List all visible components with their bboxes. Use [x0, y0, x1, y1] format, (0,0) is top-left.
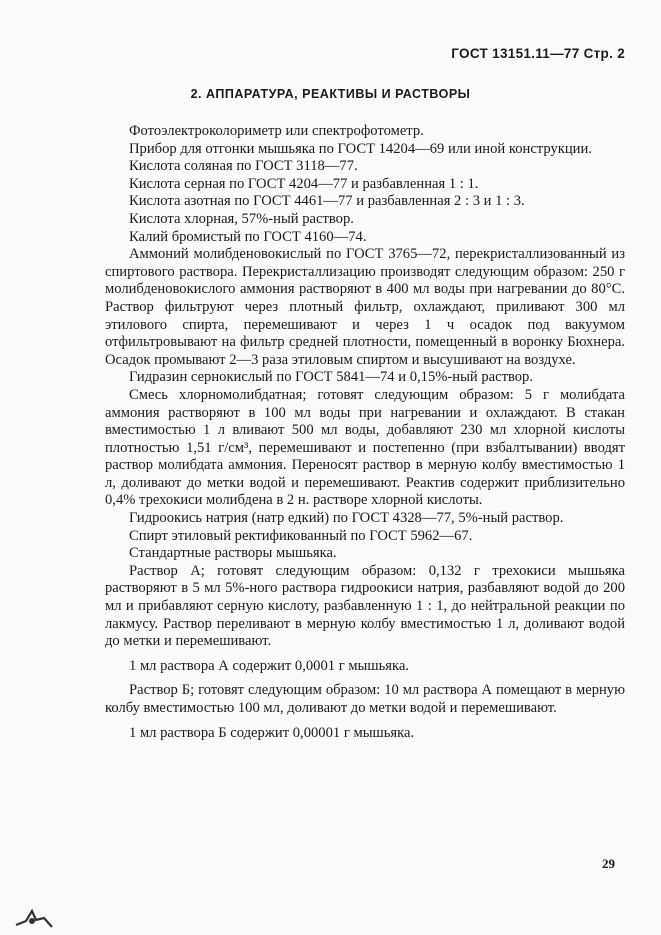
- paragraph: 1 мл раствора Б содержит 0,00001 г мышьяка.: [129, 724, 415, 741]
- page-number: 29: [602, 856, 615, 871]
- paragraph: Кислота хлорная, 57%-ный раствор.: [129, 210, 354, 227]
- body-text: [105, 123, 625, 742]
- paragraph: Аммоний молибденовокислый по ГОСТ 3765—72, перекристаллизованный из спиртового раствора. Перекристаллизацию производят следующим образом: 250 г молибденовокислого аммония растворяют в 400 мл воды при нагревании до 80°С. Раствор фильтруют через плотный фильтр, охлаждают, приливают 300 мл этилового спирта, перемешивают и через 1 ч осадок под вакуумом отфильтровывают на фильтр средней плотности, помещенный в воронку Бюхнера. Осадок промывают 2—3 раза этиловым спиртом и высушивают на воздухе.: [105, 246, 625, 368]
- ink-mark-icon: [14, 903, 54, 929]
- paragraph: Раствор Б; готовят следующим образом: 10 мл раствора А помещают в мерную колбу вместимостью 100 мл, доливают до метки водой и перемешивают.: [105, 682, 625, 716]
- page-header: ГОСТ 13151.11—77 Стр. 2: [451, 46, 625, 61]
- paragraph: Стандартные растворы мышьяка.: [129, 545, 337, 562]
- paragraph: 1 мл раствора А содержит 0,0001 г мышьяка.: [129, 657, 409, 674]
- paragraph: Спирт этиловый ректификованный по ГОСТ 5962—67.: [129, 527, 473, 544]
- paragraph: Смесь хлорномолибдатная; готовят следующим образом: 5 г молибдата аммония растворяют в 100 мл воды при нагревании и охлаждают. В стакан вместимостью 1 л вливают 500 мл воды, добавляют 230 мл хлорной кислоты плотностью 1,51 г/см³, перемешивают и постепенно (при взбалтывании) вводят раствор молибдата аммония. Переносят раствор в мерную колбу вместимостью 1 л, доливают до метки водой и перемешивают. Реактив содержит приблизительно 0,4% трехокиси молибдена в 2 н. растворе хлорной кислоты.: [105, 386, 625, 509]
- paragraph: Кислота соляная по ГОСТ 3118—77.: [129, 158, 358, 175]
- paragraph: Кислота азотная по ГОСТ 4461—77 и разбавленная 2 : 3 и 1 : 3.: [129, 193, 525, 210]
- paragraph: Калий бромистый по ГОСТ 4160—74.: [129, 228, 367, 245]
- section-title: 2. АППАРАТУРА, РЕАКТИВЫ И РАСТВОРЫ: [190, 87, 471, 101]
- paragraph: Гидразин сернокислый по ГОСТ 5841—74 и 0,15%-ный раствор.: [129, 369, 534, 386]
- paragraph: Фотоэлектроколориметр или спектрофотометр.: [129, 123, 424, 139]
- paragraph: Раствор А; готовят следующим образом: 0,132 г трехокиси мышьяка растворяют в 5 мл 5%-ного раствора гидроокиси натрия, разбавляют водой до 200 мл и прибавляют серную кислоту, разбавленную 1 : 1, до нейтральной реакции по лакмусу. Раствор переливают в мерную колбу вместимостью 1 л, доливают водой до метки и перемешивают.: [105, 562, 625, 650]
- paragraph: Гидроокись натрия (натр едкий) по ГОСТ 4328—77, 5%-ный раствор.: [129, 510, 564, 527]
- paragraph: Кислота серная по ГОСТ 4204—77 и разбавленная 1 : 1.: [129, 175, 479, 192]
- paragraph: Прибор для отгонки мышьяка по ГОСТ 14204—69 или иной конструкции.: [129, 140, 592, 157]
